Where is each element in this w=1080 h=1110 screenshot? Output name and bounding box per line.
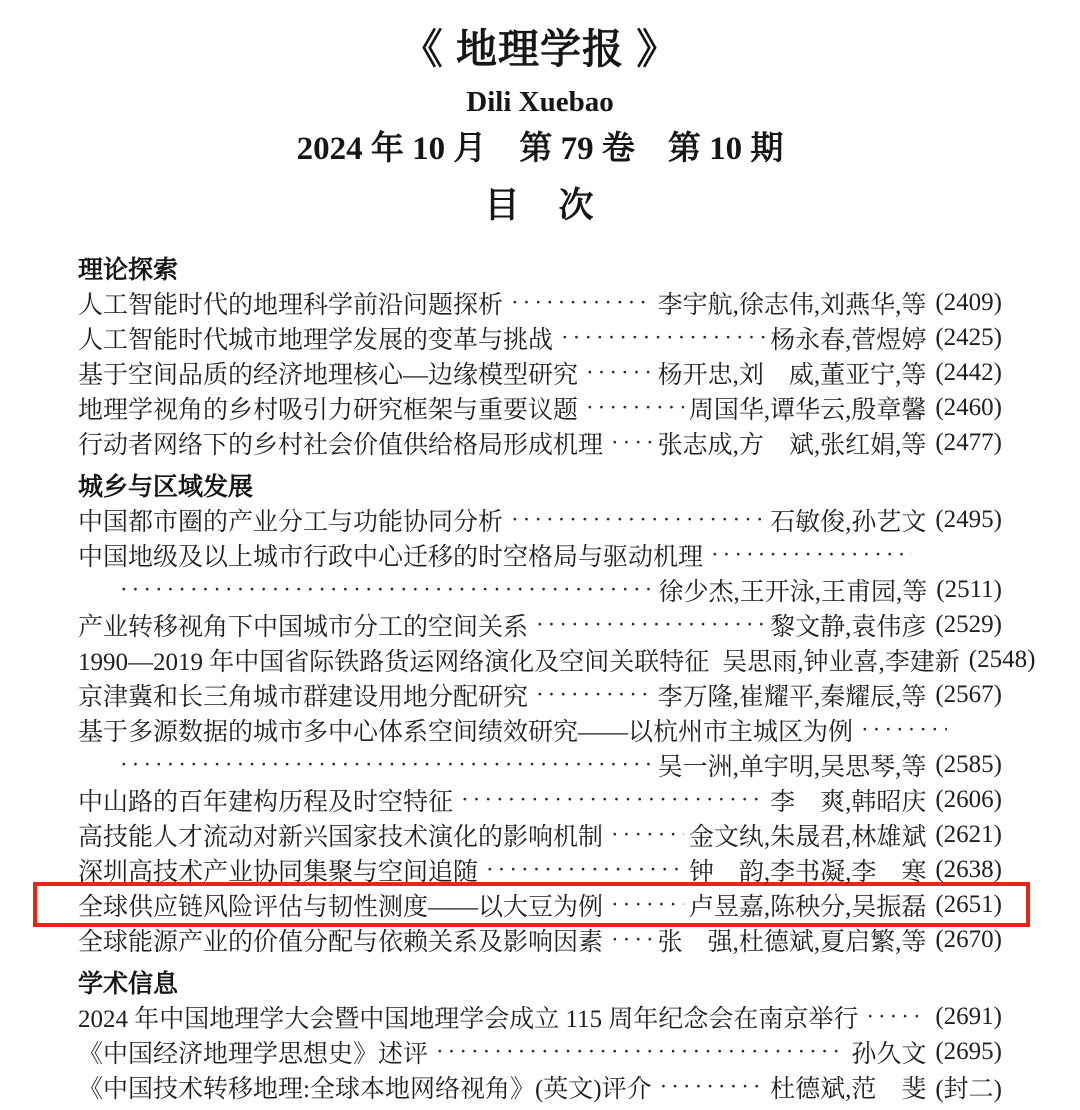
entry-title: 人工智能时代城市地理学发展的变革与挑战: [78, 326, 554, 354]
entry-authors: 李宇航,徐志伟,刘燕华,等: [657, 291, 927, 319]
journal-pinyin: Dili Xuebao: [466, 86, 614, 118]
toc-entry-highlighted: [78, 887, 1002, 922]
entry-page: (2442): [935, 358, 1002, 386]
toc-entry: [78, 425, 1002, 460]
entry-page: (2529): [935, 610, 1002, 638]
entry-page: (2495): [935, 505, 1002, 533]
toc-entry: [78, 642, 1036, 677]
entry-page: (2567): [935, 680, 1002, 708]
entry-title: 《中国技术转移地理:全球本地网络视角》(英文)评介: [78, 1075, 652, 1103]
toc-entry-line-1: [78, 712, 1002, 747]
entry-authors: 金文纨,朱晟君,林雄斌: [688, 823, 927, 851]
entry-page: (2651): [935, 890, 1002, 918]
entry-authors: 杨永春,菅煜婷: [770, 326, 927, 354]
dot-leader: [511, 507, 765, 533]
entry-page: (2670): [935, 925, 1002, 953]
entry-authors: 吴一洲,单宇明,吴思琴,等: [657, 753, 927, 781]
toc-entry: [78, 999, 1002, 1034]
entry-title: 2024 年中国地理学大会暨中国地理学会成立 115 周年纪念会在南京举行: [78, 1005, 859, 1033]
toc-entry: [78, 285, 1002, 320]
toc-entry: [78, 677, 1002, 712]
entry-title: 中国都市圈的产业分工与功能协同分析: [78, 508, 504, 536]
dot-leader: [436, 1039, 846, 1065]
entry-title: 1990—2019 年中国省际铁路货运网络演化及空间关联特征: [78, 648, 710, 676]
entry-title: 基于多源数据的城市多中心体系空间绩效研究——以杭州市主城区为例: [78, 718, 854, 746]
toc-entry: [78, 320, 1002, 355]
toc-entry: [78, 502, 1002, 537]
entry-authors: 张 强,杜德斌,夏启繁,等: [657, 928, 927, 956]
entry-authors: 孙久文: [851, 1040, 927, 1068]
entry-title: 深圳高技术产业协同集聚与空间追随: [78, 858, 479, 886]
toc-entry-line-1: [78, 537, 1002, 572]
entry-authors: 周国华,谭华云,殷章馨: [688, 396, 927, 424]
dot-leader: [120, 752, 653, 778]
toc-entry: [78, 390, 1002, 425]
entry-authors: 钟 韵,李书凝,李 寒: [688, 858, 927, 886]
entry-page: (封二): [935, 1075, 1002, 1103]
toc-entry: [78, 922, 1002, 957]
dot-leader: [660, 1074, 765, 1100]
entry-page: (2638): [935, 855, 1002, 883]
entry-authors: 杨开忠,刘 威,董亚宁,等: [657, 361, 927, 389]
toc-entry: [78, 1034, 1002, 1069]
entry-title: 全球供应链风险评估与韧性测度——以大豆为例: [78, 893, 604, 921]
entry-page: (2691): [935, 1002, 1002, 1030]
toc-entry: [78, 355, 1002, 390]
section-header: 城乡与区域发展: [78, 472, 254, 501]
highlight-box: [33, 882, 1030, 927]
toc-entry: [78, 1069, 1002, 1104]
toc-entry: [78, 607, 1002, 642]
entry-authors: 吴思雨,钟业喜,李建新: [722, 648, 960, 676]
entry-title: 京津冀和长三角城市群建设用地分配研究: [78, 683, 529, 711]
issue-line: 2024 年 10 月 第 79 卷 第 10 期: [296, 131, 784, 167]
entry-page: (2548): [968, 645, 1036, 673]
toc-entry: [78, 852, 1002, 887]
entry-title: 全球能源产业的价值分配与依赖关系及影响因素: [78, 928, 604, 956]
dot-leader: [120, 577, 654, 603]
entry-page: (2425): [935, 323, 1002, 351]
dot-leader: [866, 1004, 921, 1030]
dot-leader: [586, 395, 684, 421]
toc-entry-line-2: [78, 747, 1002, 782]
dot-leader: [611, 822, 684, 848]
table-of-contents: [78, 250, 1036, 1104]
entry-page: (2621): [935, 820, 1002, 848]
section-header: 理论探索: [78, 255, 179, 284]
entry-authors: 李 爽,韩昭庆: [770, 788, 927, 816]
dot-leader: [711, 542, 912, 568]
entry-title: 产业转移视角下中国城市分工的空间关系: [78, 613, 529, 641]
dot-leader: [511, 290, 653, 316]
entry-page: (2460): [935, 393, 1002, 421]
toc-entry-line-2: [78, 572, 1002, 607]
dot-leader: [611, 927, 653, 953]
entry-authors: 李万隆,崔耀平,秦耀辰,等: [657, 683, 927, 711]
entry-page: (2409): [935, 288, 1002, 316]
dot-leader: [536, 612, 765, 638]
entry-authors: 卢昱嘉,陈秧分,吴振磊: [688, 893, 927, 921]
entry-title: 《中国经济地理学思想史》述评: [78, 1040, 429, 1068]
entry-title: 高技能人才流动对新兴国家技术演化的影响机制: [78, 823, 604, 851]
entry-title: 中国地级及以上城市行政中心迁移的时空格局与驱动机理: [78, 543, 704, 571]
dot-leader: [611, 430, 653, 456]
entry-authors: 石敏俊,孙艺文: [770, 508, 927, 536]
entry-page: (2511): [936, 575, 1002, 603]
entry-authors: 徐少杰,王开泳,王甫园,等: [658, 578, 928, 606]
dot-leader: [586, 360, 653, 386]
entry-title: 中山路的百年建构历程及时空特征: [78, 788, 454, 816]
journal-title: 《 地理学报 》: [401, 26, 679, 72]
entry-page: (2585): [935, 750, 1002, 778]
entry-title: 基于空间品质的经济地理核心—边缘模型研究: [78, 361, 579, 389]
dot-leader: [536, 682, 653, 708]
entry-authors: 张志成,方 斌,张红娟,等: [657, 431, 927, 459]
toc-entry: [78, 782, 1002, 817]
entry-page: (2695): [935, 1037, 1002, 1065]
entry-authors: 黎文静,袁伟彦: [770, 613, 927, 641]
dot-leader: [486, 857, 684, 883]
entry-title: 地理学视角的乡村吸引力研究框架与重要议题: [78, 396, 579, 424]
entry-authors: 杜德斌,范 斐: [770, 1075, 927, 1103]
entry-title: 人工智能时代的地理科学前沿问题探析: [78, 291, 504, 319]
section-header: 学术信息: [78, 969, 179, 998]
dot-leader: [861, 717, 947, 743]
entry-page: (2477): [935, 428, 1002, 456]
toc-entry: [78, 817, 1002, 852]
dot-leader: [611, 892, 684, 918]
contents-heading: 目 次: [484, 186, 596, 225]
entry-page: (2606): [935, 785, 1002, 813]
entry-title: 行动者网络下的乡村社会价值供给格局形成机理: [78, 431, 604, 459]
dot-leader: [561, 325, 765, 351]
dot-leader: [461, 787, 765, 813]
